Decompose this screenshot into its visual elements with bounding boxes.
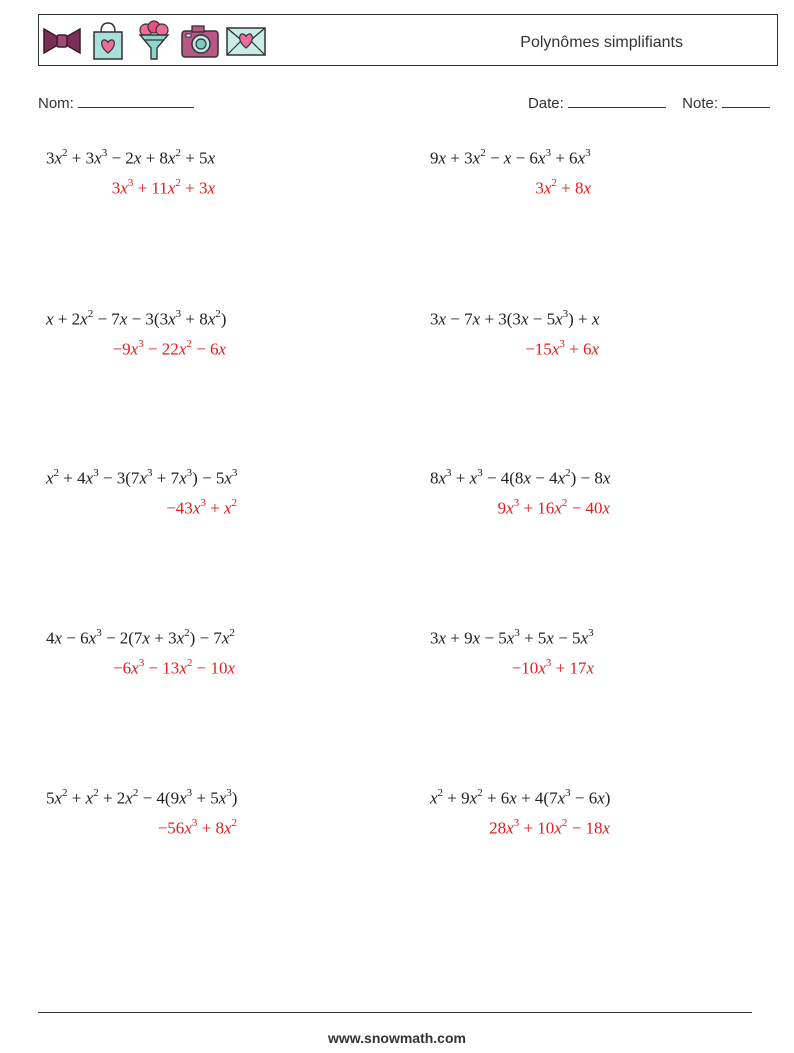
problem-question: $9x + 3x^2 - x - 6x^3 + 6x^3$ — [430, 147, 591, 168]
camera-icon — [179, 20, 221, 62]
worksheet-title: Polynômes simplifiants — [520, 34, 683, 51]
note-label: Note: — [682, 95, 718, 112]
problem-item — [430, 308, 600, 359]
problem-answer: $-15x^3 + 6x$ — [525, 338, 599, 359]
name-label: Nom: — [38, 95, 74, 112]
problem-item — [46, 787, 238, 838]
problem-question: $3x - 7x + 3(3x - 5x^3) + x$ — [430, 308, 600, 329]
problem-answer: $-9x^3 - 22x^2 - 6x$ — [112, 338, 226, 359]
problem-answer: $-43x^3 + x^2$ — [166, 497, 237, 518]
problem-question: $x^2 + 9x^2 + 6x + 4(7x^3 - 6x)$ — [430, 787, 611, 808]
problem-answer: $-56x^3 + 8x^2$ — [157, 817, 237, 838]
problem-answer: $3x^2 + 8x$ — [535, 177, 591, 198]
date-blank[interactable] — [568, 93, 666, 108]
problem-answer: $9x^3 + 16x^2 - 40x$ — [497, 497, 610, 518]
note-blank[interactable] — [722, 93, 770, 108]
problem-answer: $-6x^3 - 13x^2 - 10x$ — [113, 657, 235, 678]
problem-item — [46, 147, 216, 198]
problem-answer: $28x^3 + 10x^2 - 18x$ — [489, 817, 610, 838]
problem-item — [430, 147, 591, 198]
name-field[interactable] — [38, 93, 194, 112]
problem-question: $5x^2 + x^2 + 2x^2 - 4(9x^3 + 5x^3)$ — [46, 787, 238, 808]
name-blank[interactable] — [78, 93, 194, 108]
problem-question: $4x - 6x^3 - 2(7x + 3x^2) - 7x^2$ — [46, 627, 235, 648]
problem-question: $3x + 9x - 5x^3 + 5x - 5x^3$ — [430, 627, 594, 648]
gift-bag-icon — [87, 20, 129, 62]
problem-item — [46, 627, 235, 678]
footer-url: www.snowmath.com — [328, 1030, 466, 1046]
problem-question: $x + 2x^2 - 7x - 3(3x^3 + 8x^2)$ — [46, 308, 227, 329]
problem-answer: $-10x^3 + 17x$ — [511, 657, 594, 678]
problem-item — [46, 308, 227, 359]
date-note-fields — [528, 93, 770, 112]
problem-answer: $3x^3 + 11x^2 + 3x$ — [111, 177, 215, 198]
problem-item — [46, 467, 238, 518]
flower-bouquet-icon — [133, 20, 175, 62]
love-letter-icon — [225, 20, 267, 62]
icon-row — [41, 19, 267, 63]
problem-item — [430, 467, 611, 518]
problem-item — [430, 627, 594, 678]
problem-item — [430, 787, 611, 838]
problem-question: $x^2 + 4x^3 - 3(7x^3 + 7x^3) - 5x^3$ — [46, 467, 238, 488]
header-box — [38, 14, 778, 66]
problem-question: $3x^2 + 3x^3 - 2x + 8x^2 + 5x$ — [46, 147, 216, 168]
bow-tie-icon — [41, 20, 83, 62]
date-label: Date: — [527, 95, 564, 112]
problem-question: $8x^3 + x^3 - 4(8x - 4x^2) - 8x$ — [430, 467, 611, 488]
footer-divider — [38, 1012, 752, 1013]
